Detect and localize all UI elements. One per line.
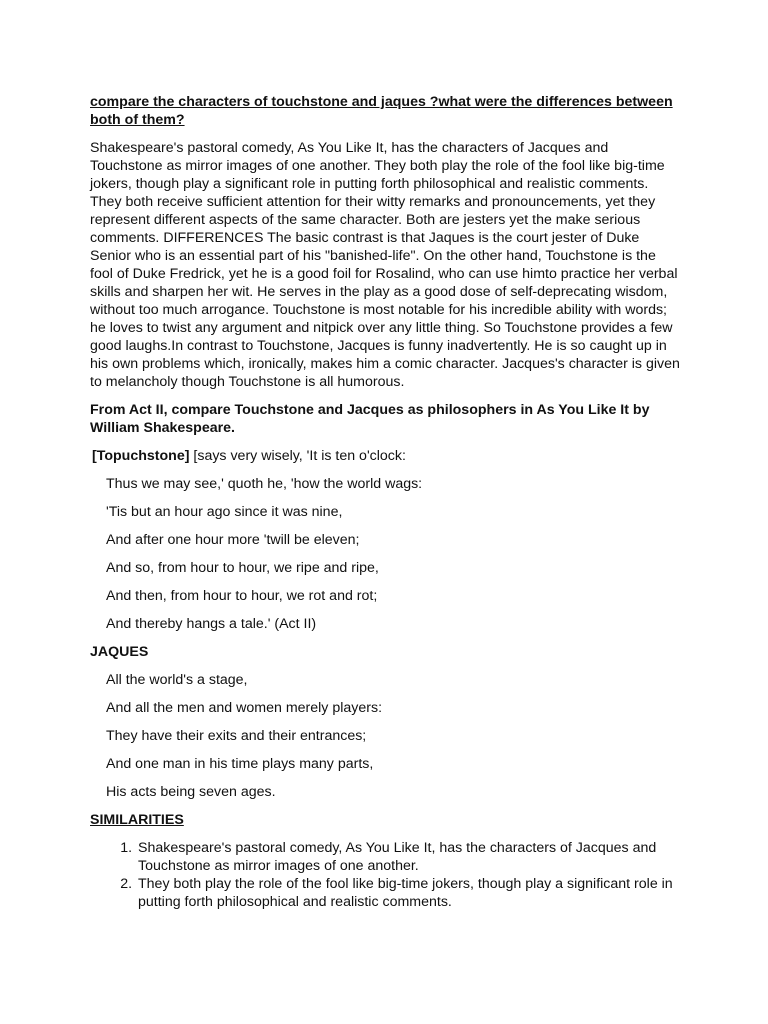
jaques-verse-line: And one man in his time plays many parts, <box>106 756 374 772</box>
similarities-list <box>90 839 682 911</box>
touchstone-intro: [says very wisely, 'It is ten o'clock: <box>189 448 406 464</box>
act-heading: From Act II, compare Touchstone and Jacques as philosophers in As You Like It by William Shakespeare. <box>90 402 650 436</box>
jaques-verse-line: They have their exits and their entrances; <box>106 728 367 744</box>
touchstone-verse-line: 'Tis but an hour ago since it was nine, <box>106 504 343 520</box>
jaques-verse-line: His acts being seven ages. <box>106 784 276 800</box>
jaques-verse-line: And all the men and women merely players: <box>106 700 383 716</box>
touchstone-verse-line: And after one hour more 'twill be eleven; <box>106 532 360 548</box>
touchstone-verse-line: And so, from hour to hour, we ripe and ripe, <box>106 560 379 576</box>
question-heading: compare the characters of touchstone and jaques ?what were the differences between both of them? <box>90 94 673 128</box>
similarities-heading: SIMILARITIES <box>90 812 184 828</box>
similarity-item: 2. They both play the role of the fool like big-time jokers, though play a significant role in putting forth philosophical and realistic comments. <box>136 875 682 911</box>
touchstone-verse-line: And then, from hour to hour, we rot and rot; <box>106 588 378 604</box>
touchstone-verse-line: Thus we may see,' quoth he, 'how the world wags: <box>106 476 423 492</box>
jaques-heading: JAQUES <box>90 644 149 660</box>
touchstone-speaker: [Topuchstone] <box>92 448 190 464</box>
document-content <box>90 93 682 911</box>
answer-paragraph: Shakespeare's pastoral comedy, As You Like It, has the characters of Jacques and Touchstone as mirror images of one another. They both play the role of the fool like big-time jokers, though play a significant role in putting forth philosophical and realistic comments. They both receive sufficient attention for their witty remarks and pronouncements, yet they represent different aspects of the same character. Both are jesters yet the make serious comments. DIFFERENCES The basic contrast is that Jaques is the court jester of Duke Senior who is an essential part of his "banished-life". On the other hand, Touchstone is the fool of Duke Fredrick, yet he is a good foil for Rosalind, who can use himto practice her verbal skills and sharpen her wit. He serves in the play as a good dose of self-deprecating wisdom, without too much arrogance. Touchstone is most notable for his incredible ability with words; he loves to twist any argument and nitpick over any little thing. So Touchstone provides a few good laughs.In contrast to Touchstone, Jacques is funny inadvertently. He is so caught up in his own problems which, ironically, makes him a comic character. Jacques's character is given to melancholy though Touchstone is all humorous. <box>90 140 680 390</box>
touchstone-verse-line: And thereby hangs a tale.' (Act II) <box>106 616 317 632</box>
jaques-verse-line: All the world's a stage, <box>106 672 248 688</box>
touchstone-intro-line <box>92 447 682 465</box>
similarity-item: 1. Shakespeare's pastoral comedy, As You Like It, has the characters of Jacques and Touchstone as mirror images of one another. <box>136 839 682 875</box>
